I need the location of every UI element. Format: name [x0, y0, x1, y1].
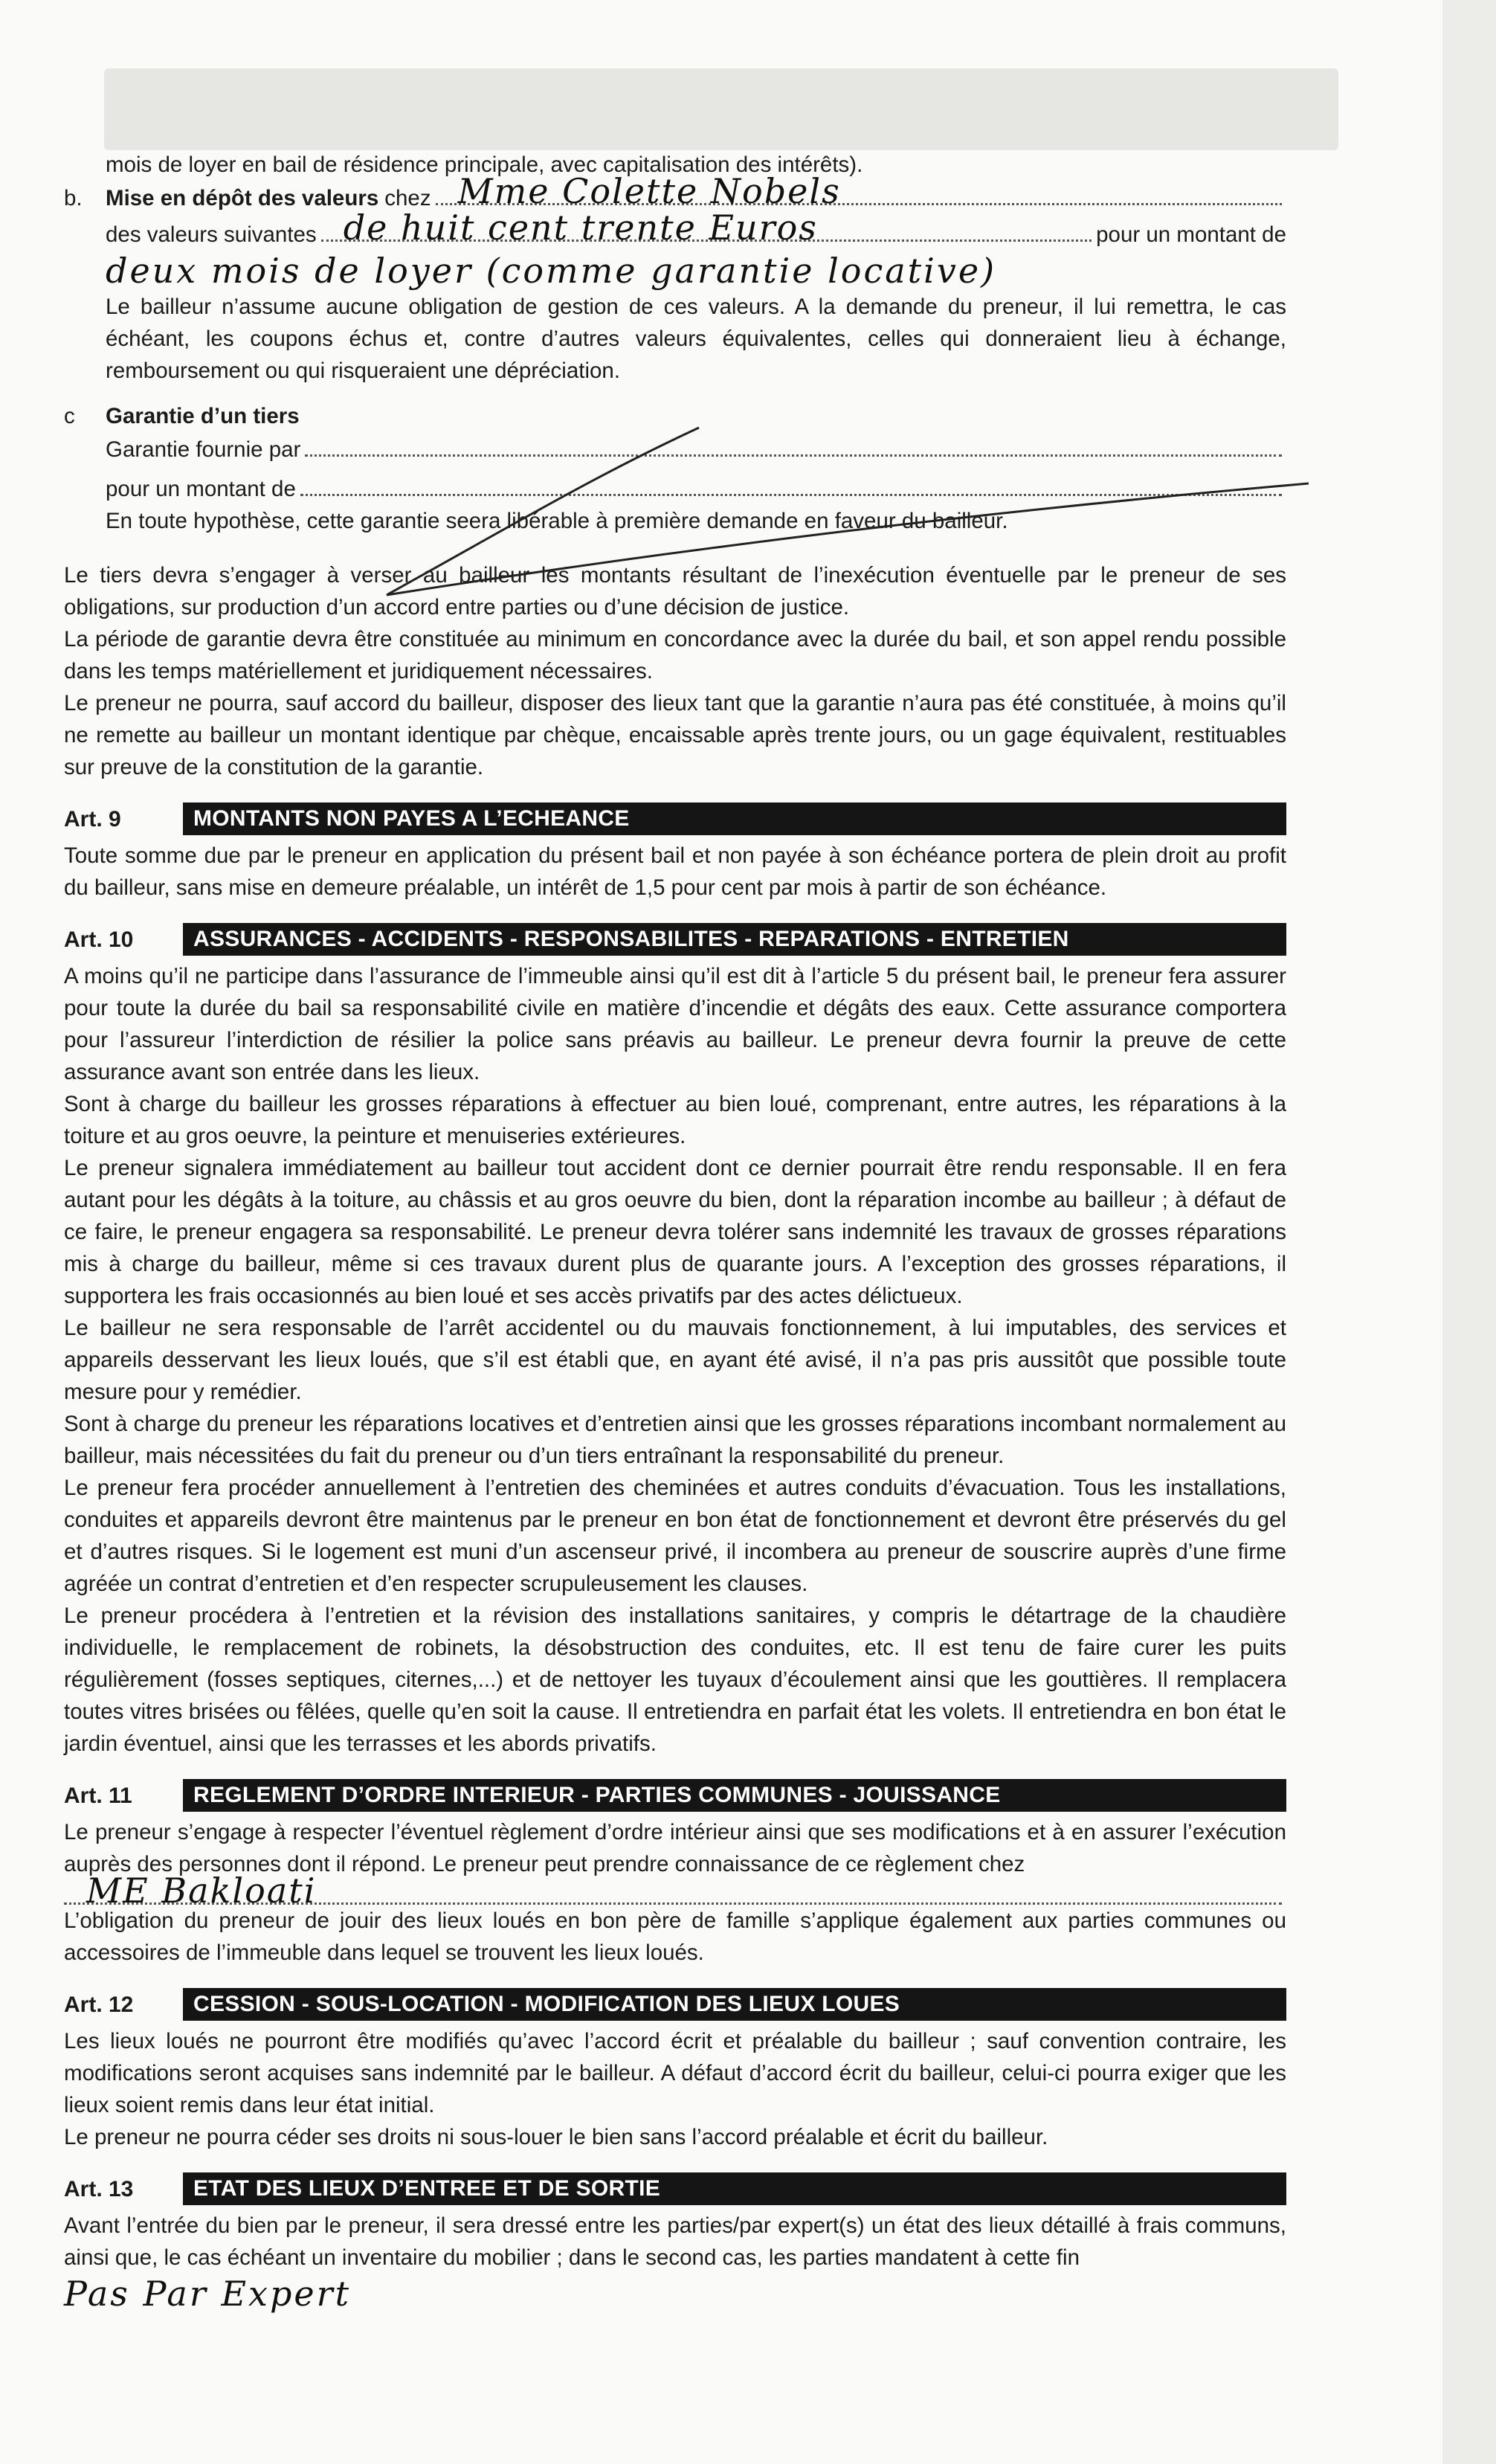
art-11-paragraph-2: L’obligation du preneur de jouir des lieux loués en bon père de famille s’applique également aux parties communes ou accessoires de l’immeuble dans lequel se trouvent les lieux loués. — [64, 1908, 1286, 1965]
section-b-letter: b. — [64, 186, 83, 210]
amount-handwritten: deux mois de loyer (comme garantie locative) — [106, 251, 997, 291]
rules-holder-row — [64, 1870, 1286, 1911]
art-9-number: Art. 9 — [64, 806, 121, 831]
amount-label: pour un montant de — [1096, 222, 1286, 247]
art-13-number: Art. 13 — [64, 2176, 134, 2201]
art-11-header — [64, 1779, 1286, 1812]
art-11-number: Art. 11 — [64, 1783, 132, 1808]
art-13-paragraph: Avant l’entrée du bien par le preneur, il sera dressé entre les parties/par expert(s) un état des lieux détaillé à frais communs, ainsi que, le cas échéant un inventaire du mobilier ; dans le second cas, les parties mandatent à cette fin — [64, 2213, 1286, 2270]
art-10-paragraph-7: Le preneur procédera à l’entretien et la révision des installations sanitaires, y compris le détartrage de la chaudière individuelle, le remplacement de robinets, la désobstruction des conduites, etc. Il est tenu de faire curer les puits régulièrement (fosses septiques, citernes,...) et de nettoyer les tuyaux d’écoulement ainsi que les gouttières. Il remplacera toutes vitres brisées ou fêlées, quelle qu’en soit la cause. Il entretiendra en parfait état les volets. Il entretiendra en bon état le jardin éventuel, ainsi que les terrasses et les abords privatifs. — [64, 1603, 1286, 1756]
third-party-paragraph-2: La période de garantie devra être constituée au minimum en concordance avec la durée du bail, et son appel rendu possible dans les temps matériellement et juridiquement nécessaires. — [64, 627, 1286, 683]
third-party-paragraph-1: Le tiers devra s’engager à verser au bailleur les montants résultant de l’inexécution éventuelle par le preneur de ses obligations, sur production d’un accord entre parties ou d’une décision de justice. — [64, 563, 1286, 620]
third-party-paragraph-3: Le preneur ne pourra, sauf accord du bailleur, disposer des lieux tant que la garantie n’aura pas été constituée, à moins qu’il ne remette au bailleur un montant identique par chèque, encaissable après trente jours, ou un gage équivalent, restituables sur preuve de la constitution de la garantie. — [64, 691, 1286, 779]
guarantor-field[interactable] — [305, 432, 1282, 457]
section-b-heading: Mise en dépôt des valeurs — [106, 186, 379, 210]
art-12-paragraph-2: Le preneur ne pourra céder ses droits ni sous-louer le bien sans l’accord préalable et écrit du bailleur. — [64, 2125, 1048, 2149]
art-11-paragraph-1: Le preneur s’engage à respecter l’éventuel règlement d’ordre intérieur ainsi que ses modifications et à en assurer l’exécution auprès des personnes dont il répond. Le preneur peut prendre connaissance de ce règlement chez — [64, 1820, 1286, 1876]
art-10-number: Art. 10 — [64, 927, 134, 952]
art-10-paragraph-1: A moins qu’il ne participe dans l’assurance de l’immeuble ainsi qu’il est dit à l’article 5 du présent bail, le preneur fera assurer pour toute la durée du bail sa responsabilité civile en matière d’incendie et dégâts des eaux. Cette assurance comportera pour l’assureur l’interdiction de résilier la police sans préavis au bailleur. Le preneur devra fournir la preuve de cette assurance avant son entrée dans les lieux. — [64, 964, 1286, 1084]
art-10-paragraph-3: Le preneur signalera immédiatement au bailleur tout accident dont ce dernier pourrait être rendu responsable. Il en fera autant pour les dégâts à la toiture, au châssis et au gros oeuvre du bien, dont la réparation incombe au bailleur ; à défaut de ce faire, le preneur engagera sa responsabilité. Le preneur devra tolérer sans indemnité les travaux de grosses réparations mis à charge du bailleur, même si ces travaux durent plus de quarante jours. A l’exception des grosses réparations, il supportera les frais occasionnés au bien loué et ses accès privatifs par des actes délictueux. — [64, 1156, 1286, 1308]
art-12-header — [64, 1988, 1286, 2021]
art-12-number: Art. 12 — [64, 1992, 134, 2017]
art-9-paragraph: Toute somme due par le preneur en application du présent bail et non payée à son échéance portera de plein droit au profit du bailleur, sans mise en demeure préalable, un intérêt de 1,5 pour cent par mois à partir de son échéance. — [64, 843, 1286, 900]
show-through-header — [104, 68, 1338, 150]
art-10-paragraph-2: Sont à charge du bailleur les grosses réparations à effectuer au bien loué, comprenant, entre autres, les réparations à la toiture et au gros oeuvre, la peinture et menuiseries extérieures. — [64, 1092, 1286, 1148]
art-9-header — [64, 802, 1286, 835]
intro-line: mois de loyer en bail de résidence principale, avec capitalisation des intérêts). — [106, 152, 863, 177]
art-10-header — [64, 923, 1286, 956]
section-c-heading: Garantie d’un tiers — [106, 404, 300, 428]
depositary-handwritten: Mme Colette Nobels — [457, 171, 841, 211]
values-handwritten: de huit cent trente Euros — [343, 208, 818, 248]
art-10-title: ASSURANCES - ACCIDENTS - RESPONSABILITES - REPARATIONS - ENTRETIEN — [183, 923, 1286, 956]
art-13-title: ETAT DES LIEUX D’ENTREE ET DE SORTIE — [183, 2172, 1286, 2205]
guarantor-label: Garantie fournie par — [106, 437, 301, 462]
section-b-body: Le bailleur n’assume aucune obligation de gestion de ces valeurs. A la demande du preneur, il lui remettra, le cas échéant, les coupons échus et, contre d’autres valeurs équivalentes, celles qui donneraient lieu à échange, remboursement ou qui risqueraient une dépréciation. — [106, 295, 1286, 383]
values-field[interactable] — [321, 208, 1092, 248]
values-label: des valeurs suivantes — [106, 222, 317, 247]
section-c-letter: c — [64, 404, 75, 428]
depositary-field[interactable] — [436, 171, 1282, 211]
section-c-heading-row — [64, 400, 1286, 432]
rules-holder-handwritten: ME Bakloati — [86, 1870, 317, 1911]
section-c-body: En toute hypothèse, cette garantie seera libérable à première demande en faveur du bailleur. — [106, 509, 1008, 533]
art-13-handwritten: Pas Par Expert — [64, 2274, 352, 2314]
section-b-values-row — [64, 208, 1286, 251]
page-edge-shadow — [1442, 0, 1496, 2464]
guarantor-row — [64, 432, 1286, 466]
art-12-title: CESSION - SOUS-LOCATION - MODIFICATION DES LIEUX LOUES — [183, 1988, 1286, 2021]
guarantee-amount-row — [64, 472, 1286, 505]
guarantee-amount-field[interactable] — [300, 472, 1282, 496]
art-9-title: MONTANTS NON PAYES A L’ECHEANCE — [183, 802, 1286, 835]
art-11-title: REGLEMENT D’ORDRE INTERIEUR - PARTIES COMMUNES - JOUISSANCE — [183, 1779, 1286, 1812]
rules-holder-field[interactable] — [64, 1870, 1282, 1911]
lease-document-body — [64, 149, 1286, 2314]
art-13-header — [64, 2172, 1286, 2205]
art-10-paragraph-5: Sont à charge du preneur les réparations locatives et d’entretien ainsi que les grosses réparations incombant normalement au bailleur, mais nécessitées du fait du preneur ou d’un tiers entraînant la responsabilité du preneur. — [64, 1412, 1286, 1468]
art-10-paragraph-6: Le preneur fera procéder annuellement à l’entretien des cheminées et autres conduits d’évacuation. Tous les installations, conduites et appareils devront être maintenus par le preneur en bon état de fonctionnement et devront être préservés du gel et d’autres risques. Si le logement est muni d’un ascenseur privé, il incombera au preneur de souscrire auprès d’une firme agréée un contrat d’entretien et d’en respecter scrupuleusement les clauses. — [64, 1476, 1286, 1596]
section-b-chez: chez — [384, 186, 431, 210]
guarantee-amount-label: pour un montant de — [106, 477, 296, 501]
art-12-paragraph-1: Les lieux loués ne pourront être modifiés qu’avec l’accord écrit et préalable du bailleur ; sauf convention contraire, les modifications seront acquises sans indemnité par le bailleur. A défaut d’accord écrit du bailleur, celui-ci pourra exiger que les lieux soient remis dans leur état initial. — [64, 2029, 1286, 2117]
art-10-paragraph-4: Le bailleur ne sera responsable de l’arrêt accidentel ou du mauvais fonctionnement, à lui imputables, des services et appareils desservant les lieux loués, que s’il est établi que, en ayant été avisé, il n’a pas pris aussitôt que possible toute mesure pour y remédier. — [64, 1316, 1286, 1404]
